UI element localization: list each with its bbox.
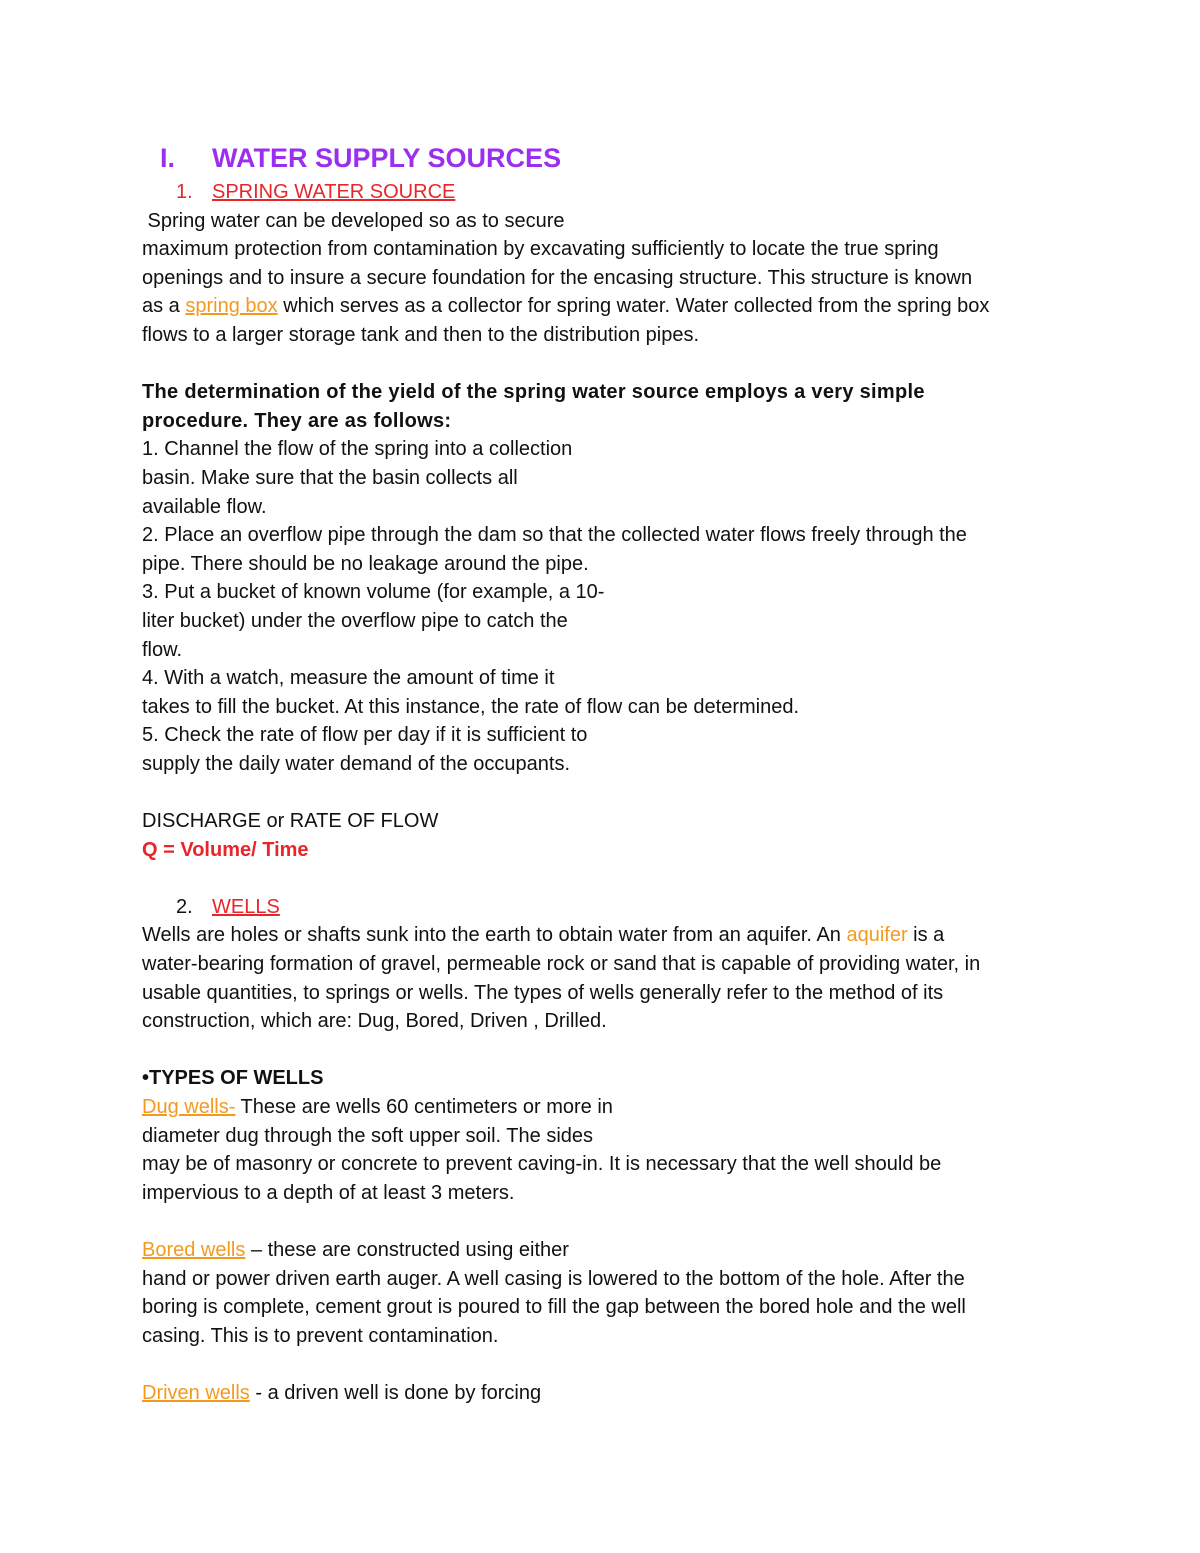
text-fragment: Wells are holes or shafts sunk into the earth to obtain water from an aquifer. An <box>142 924 847 947</box>
text-fragment: – these are constructed using either <box>245 1238 569 1261</box>
section-heading <box>160 138 1072 178</box>
subsection-title: SPRING WATER SOURCE <box>212 181 456 203</box>
procedure-step-line: supply the daily water demand of the occupants. <box>142 752 571 775</box>
paragraph-line: Spring water can be developed so as to secure <box>142 209 565 232</box>
paragraph-line <box>142 1093 1072 1122</box>
spacer <box>142 1350 1072 1379</box>
spacer <box>142 778 1072 807</box>
dug-wells-term[interactable]: Dug wells- <box>142 1096 236 1118</box>
spacer <box>142 1207 1072 1236</box>
paragraph-line: usable quantities, to springs or wells. The types of wells generally refer to the method of its <box>142 981 944 1004</box>
types-of-wells-heading: •TYPES OF WELLS <box>142 1067 324 1090</box>
spring-box-link[interactable]: spring box <box>185 295 278 318</box>
subsection-heading-spring <box>142 178 1072 207</box>
subsection-heading-wells <box>142 893 1072 922</box>
paragraph-line: maximum protection from contamination by excavating sufficiently to locate the true spring <box>142 238 939 261</box>
procedure-step-line: 1. Channel the flow of the spring into a collection <box>142 438 573 461</box>
paragraph-line <box>142 1236 1072 1265</box>
procedure-step-line: takes to fill the bucket. At this instance, the rate of flow can be determined. <box>142 695 800 718</box>
discharge-formula: Q = Volume/ Time <box>142 838 309 861</box>
procedure-heading-line: The determination of the yield of the spring water source employs a very simple <box>142 381 925 404</box>
subsection-number: 2. <box>176 895 193 918</box>
subsection-title: WELLS <box>212 895 280 918</box>
procedure-step-line: 5. Check the rate of flow per day if it is sufficient to <box>142 724 588 747</box>
paragraph-line: diameter dug through the soft upper soil. The sides <box>142 1124 594 1147</box>
paragraph-line: casing. This is to prevent contamination. <box>142 1324 499 1347</box>
paragraph-line: water-bearing formation of gravel, permeable rock or sand that is capable of providing water, in <box>142 953 981 976</box>
spacer <box>142 864 1072 893</box>
procedure-step-line: basin. Make sure that the basin collects all <box>142 466 518 489</box>
paragraph-line: construction, which are: Dug, Bored, Driven , Drilled. <box>142 1010 607 1033</box>
paragraph-line <box>142 292 1072 321</box>
procedure-heading-line: procedure. They are as follows: <box>142 409 452 432</box>
discharge-label: DISCHARGE or RATE OF FLOW <box>142 810 439 833</box>
procedure-step-line: 4. With a watch, measure the amount of time it <box>142 667 555 690</box>
bored-wells-term[interactable]: Bored wells <box>142 1238 246 1261</box>
text-fragment: - a driven well is done by forcing <box>249 1381 542 1404</box>
driven-wells-term[interactable]: Driven wells <box>142 1381 250 1404</box>
document-body <box>142 138 1072 1408</box>
aquifer-term: aquifer <box>846 924 908 947</box>
text-fragment: These are wells 60 centimeters or more in <box>235 1096 613 1118</box>
paragraph-line <box>142 921 1072 950</box>
paragraph-line: hand or power driven earth auger. A well casing is lowered to the bottom of the hole. After the <box>142 1267 965 1290</box>
section-number: I. <box>160 143 176 173</box>
paragraph-line: openings and to insure a secure foundation for the encasing structure. This structure is known <box>142 266 973 289</box>
procedure-step-line: flow. <box>142 638 183 661</box>
paragraph-line: flows to a larger storage tank and then to the distribution pipes. <box>142 323 700 346</box>
paragraph-line: impervious to a depth of at least 3 meters. <box>142 1181 515 1204</box>
spacer <box>142 350 1072 379</box>
procedure-step-line: pipe. There should be no leakage around the pipe. <box>142 552 589 575</box>
subsection-number: 1. <box>176 181 193 203</box>
procedure-step-line: liter bucket) under the overflow pipe to catch the <box>142 609 568 632</box>
spacer <box>142 1036 1072 1065</box>
section-title: WATER SUPPLY SOURCES <box>212 143 562 173</box>
text-fragment: as a <box>142 295 186 318</box>
paragraph-line: boring is complete, cement grout is poured to fill the gap between the bored hole and the well <box>142 1296 966 1319</box>
paragraph-line: may be of masonry or concrete to prevent caving-in. It is necessary that the well should be <box>142 1153 942 1176</box>
procedure-step-line: 2. Place an overflow pipe through the dam so that the collected water flows freely through the <box>142 524 967 547</box>
procedure-step-line: 3. Put a bucket of known volume (for example, a 10- <box>142 581 605 604</box>
procedure-step-line: available flow. <box>142 495 267 518</box>
text-fragment: is a <box>907 924 945 947</box>
paragraph-line <box>142 1379 1072 1408</box>
text-fragment: which serves as a collector for spring water. Water collected from the spring box <box>277 295 990 318</box>
